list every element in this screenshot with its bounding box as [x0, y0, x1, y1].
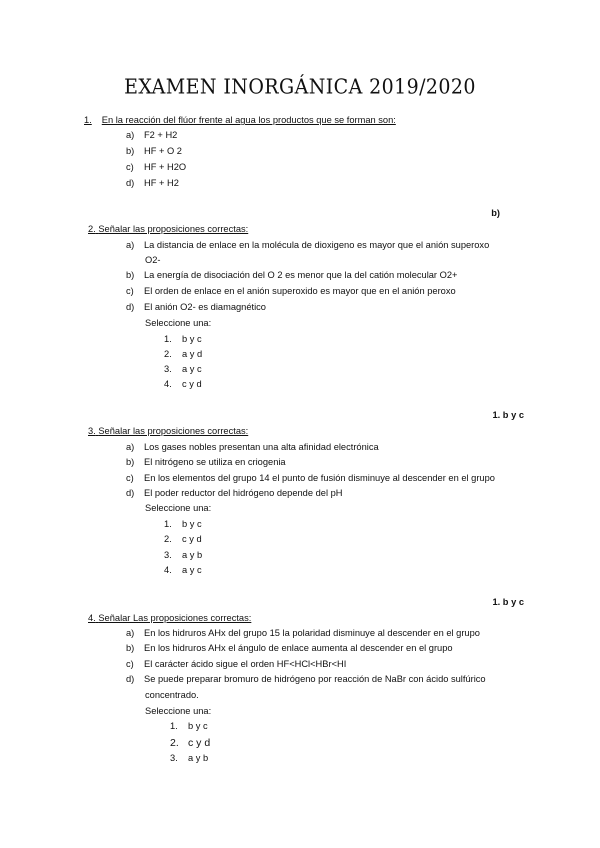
question-1-option-a: a) F2 + H2 [126, 130, 178, 140]
question-3-option-a: a) Los gases nobles presentan una alta afinidad electrónica [126, 442, 379, 452]
question-3-option-c: c) En los elementos del grupo 14 el punto de fusión disminuye al descender en el grupo [126, 473, 495, 483]
exam-title: EXAMEN INORGÁNICA 2019/2020 [124, 75, 476, 99]
question-2-choice-2: 2. a y d [164, 349, 203, 359]
question-4-choice-1: 1. b y c [170, 721, 208, 731]
question-4-select-label: Seleccione una: [145, 706, 212, 716]
question-1-option-d: d) HF + H2 [126, 178, 179, 188]
question-3-choice-3: 3. a y b [164, 550, 203, 560]
question-4-choice-2: 2. c y d [170, 737, 211, 749]
question-number: 3. [88, 426, 96, 436]
question-number: 1. [84, 115, 92, 125]
question-2-answer: 1. b y c [492, 410, 524, 420]
question-3-choice-1: 1. b y c [164, 519, 202, 529]
question-2-option-b: b) La energía de disociación del O 2 es menor que la del catión molecular O2+ [126, 270, 458, 280]
question-4-option-d-continuation: concentrado. [145, 690, 199, 700]
question-1-option-c: c) HF + H2O [126, 162, 187, 172]
question-text: En la reacción del flúor frente al agua los productos que se forman son: [101, 115, 396, 125]
question-4-option-c: c) El carácter ácido sigue el orden HF<HCl<HBr<HI [126, 659, 347, 669]
question-4-choice-3: 3. a y b [170, 753, 209, 763]
question-2-option-d: d) El anión O2- es diamagnético [126, 302, 266, 312]
question-1-heading [84, 115, 396, 125]
question-4-option-b: b) En los hidruros AHx el ángulo de enlace aumenta al descender en el grupo [126, 643, 453, 653]
question-1-answer: b) [491, 208, 500, 218]
question-3-answer: 1. b y c [492, 597, 524, 607]
question-3-choice-4: 4. a y c [164, 565, 202, 575]
question-2-choice-4: 4. c y d [164, 379, 202, 389]
question-4-heading [88, 613, 251, 623]
question-number: 4. [88, 613, 96, 623]
question-3-option-d: d) El poder reductor del hidrógeno depende del pH [126, 488, 343, 498]
question-3-choice-2: 2. c y d [164, 534, 202, 544]
question-3-option-b: b) El nitrógeno se utiliza en criogenia [126, 457, 286, 467]
question-text: Señalar Las proposiciones correctas: [98, 613, 252, 623]
question-1-option-b: b) HF + O 2 [126, 146, 182, 156]
question-2-heading [88, 224, 248, 234]
question-4-option-d: d) Se puede preparar bromuro de hidrógeno por reacción de NaBr con ácido sulfúrico [126, 674, 486, 684]
question-2-choice-1: 1. b y c [164, 334, 202, 344]
question-2-select-label: Seleccione una: [145, 318, 212, 328]
question-2-option-a-continuation: O2- [145, 255, 161, 265]
question-3-heading [88, 426, 248, 436]
question-2-choice-3: 3. a y c [164, 364, 202, 374]
question-3-select-label: Seleccione una: [145, 503, 212, 513]
question-4-option-a: a) En los hidruros AHx del grupo 15 la polaridad disminuye al descender en el grupo [126, 628, 480, 638]
question-text: Señalar las proposiciones correctas: [98, 224, 249, 234]
question-2-option-c: c) El orden de enlace en el anión superoxido es mayor que en el anión peroxo [126, 286, 456, 296]
question-2-option-a: a) La distancia de enlace en la molécula de dioxigeno es mayor que el anión superoxo [126, 240, 490, 250]
question-number: 2. [88, 224, 96, 234]
question-text: Señalar las proposiciones correctas: [98, 426, 249, 436]
